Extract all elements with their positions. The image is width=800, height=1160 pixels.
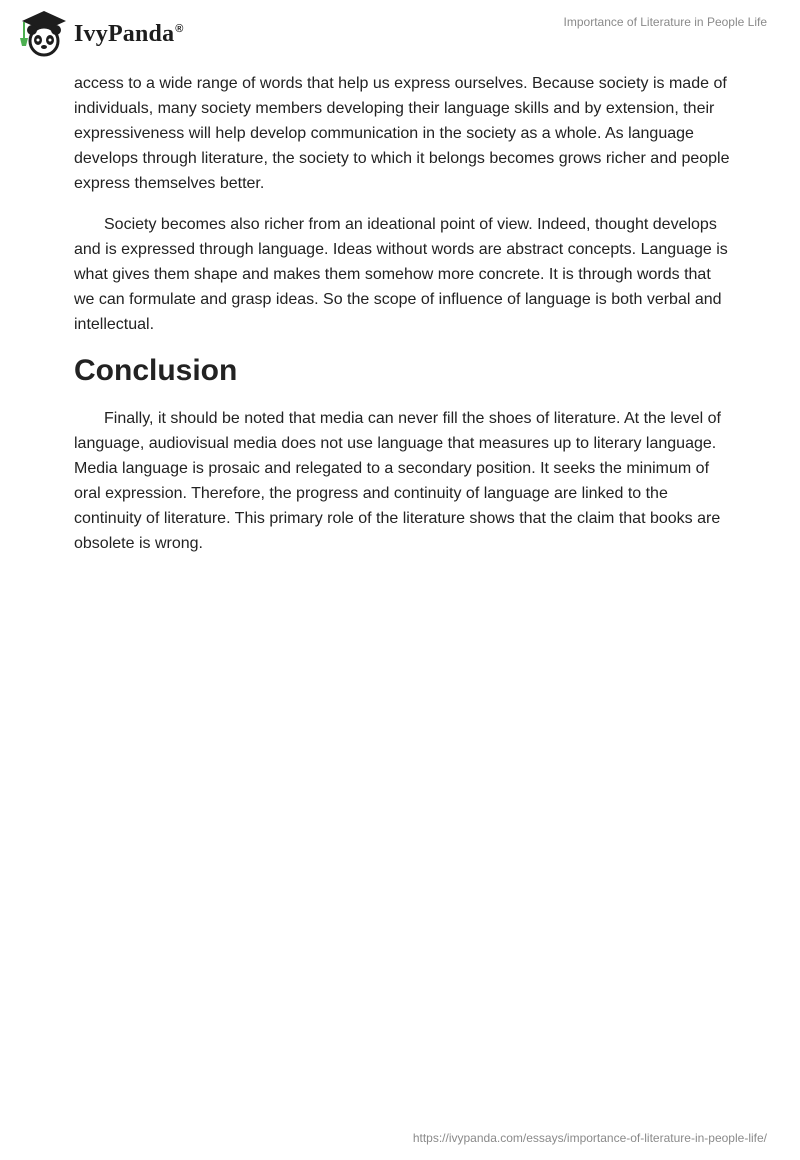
paragraph-conclusion: Finally, it should be noted that media can never fill the shoes of literature. At the level of language, audiovisual media does not use language that measures up to literary language. Media language is prosaic and relegated to a secondary position. It seeks the minimum of oral expression. Therefore, the progress and continuity of language are linked to the continuity of literature. This primary role of the literature shows that the claim that books are obsolete is wrong. [74, 410, 721, 552]
essay-content [74, 71, 734, 572]
paragraph-society: Society becomes also richer from an ideational point of view. Indeed, thought develops and is expressed through language. Ideas without words are abstract concepts. Language is what gives them shape and makes them somehow more concrete. It is through words that we can formulate and grasp ideas. So the scope of influence of language is both verbal and intellectual. [74, 216, 728, 333]
conclusion-heading: Conclusion [74, 354, 238, 387]
panda-graduation-cap-icon [14, 8, 70, 58]
brand-name [74, 21, 184, 48]
document-title: Importance of Literature in People Life [563, 15, 767, 29]
paragraph-continuation: access to a wide range of words that help us express ourselves. Because society is made of individuals, many society members developing their language skills and by extension, their expressiveness will help develop communication in the society as a whole. As language develops through literature, the society to which it belongs becomes grows richer and people express themselves better. [74, 75, 730, 192]
registered-mark: ® [175, 22, 184, 35]
source-url-link[interactable]: https://ivypanda.com/essays/importance-of-literature-in-people-life/ [412, 1131, 767, 1145]
page-header [0, 0, 800, 70]
ivypanda-logo[interactable] [14, 8, 184, 58]
brand-text: IvyPanda [74, 20, 175, 47]
